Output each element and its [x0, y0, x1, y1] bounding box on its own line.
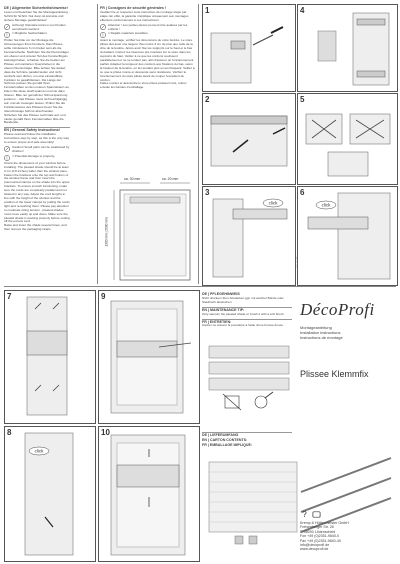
click-label: click — [268, 200, 278, 206]
svg-text:?: ? — [302, 510, 307, 519]
step-panel-10 — [98, 426, 200, 562]
subtitle-en: Installation instructions — [300, 330, 341, 335]
phone-icon — [312, 510, 321, 519]
step-4-illustration — [298, 5, 397, 91]
city: D-58093 Lüdenscheid — [300, 529, 336, 534]
no-wash-icon — [223, 394, 241, 410]
email: info@decoprofi.de — [300, 543, 330, 548]
de-check-text-2: Schieben Sie das Plissee mehrmals auf- und nieder gemäß Ihren Fenstermaßen bitte die Bandende. — [4, 112, 66, 125]
warning-icon — [4, 146, 10, 152]
step-number: 8 — [7, 428, 12, 437]
svg-text:!: ! — [6, 155, 8, 161]
de-warning-text: Achtung! Kleinteile können von Kindern verschluckt werden! — [12, 22, 67, 31]
contents-fr-title: FR | EMBALLAGE IMPLIQUE: — [202, 442, 253, 447]
dim-height: 1300 mm | 2000 mm — [104, 217, 109, 247]
contents-en-title: EN | CARTON CONTENTS: — [202, 437, 248, 442]
step-panel-1 — [202, 4, 296, 92]
de-warning-small-parts — [4, 24, 70, 32]
care-de-title: DE | PFLEGEHINWEIS — [202, 292, 240, 296]
fr-safety-title: FR | Consignes de sécurité générales ! — [100, 6, 167, 10]
step-panel-6 — [297, 186, 398, 286]
fr-damage-text: = Dégâts matériels possibles. — [108, 31, 149, 36]
step-2-illustration — [203, 94, 295, 184]
step-number: 2 — [205, 95, 210, 104]
street: Freisenberger Str. 26 — [300, 525, 334, 530]
contents-section — [202, 430, 292, 450]
step-10-illustration — [99, 427, 199, 561]
warning-icon — [4, 24, 10, 30]
step-number: 9 — [101, 292, 106, 301]
step-panel-8 — [4, 426, 96, 562]
subtitle-fr: Instructions de montage — [300, 335, 343, 340]
dim-width-right: ca. 20 mm — [162, 177, 179, 181]
contents-de-title: DE | LIEFERUMFANG — [202, 432, 292, 438]
warning-icon — [100, 24, 106, 30]
fax: Fax +49 (0)2351-9840-40 — [300, 538, 341, 543]
window-dimension-svg — [110, 175, 200, 285]
en-check-text-2: Raise and lower the shade several times, and then remove the packaging straps. — [4, 223, 67, 232]
step-number: 7 — [7, 292, 12, 301]
de-check-text: Prüfen Sie bitte vor der Montage die Abmessungen Ihres Fensters. Das Plissee sollte mindestens 3 cm breiter sein als die Fensterscheibe. Nachdem Sie die Klemmträger am oberen und unteren Teil des Fensterflügels befestigt haben, schieben Sie die beiden am Plissee vormontierten Querstreben in die oberen Klemmträger. Bitte achten Sie darauf, dass die Schnüre parallel laufen und nicht verdreht sein dürfen, um eine einwandfreie Funktion zu gewährleisten. Die Länge der Schnüre passen Sie gemäß Ihren Fenstermaßen an den unteren Spannfedern an, indem Sie diese straff spannen und sie dann fixieren. Bitte nur gemäß der Schnurspannung justieren – das Plissee muss sich leichtgängig auf- und ab- bewegen lassen. Prüfen Sie die Funktionsweise des Plissees bevor Sie die überschüssige Schnur abschneiden. — [4, 38, 70, 113]
step-5-illustration — [298, 94, 397, 184]
fr-safety-text: Veuillez lire et respecter cette instruction de montage étape par étape. En effet, la garantie n'applique uniquement aux montages effectués conformément à ces instructions! — [100, 9, 189, 22]
column-de-en — [4, 4, 70, 294]
en-safety-text: Please read and follow the installation instructions step by step, as this is the only way to ensure proper and safe assembly! — [4, 132, 69, 145]
product-title: Plissee Klemmfix — [300, 369, 369, 379]
en-warning-text: Caution! Small parts can be swallowed by children! — [12, 145, 70, 153]
column-fr — [100, 4, 195, 174]
svg-text:!: ! — [6, 32, 8, 38]
step-8-illustration — [5, 427, 95, 561]
fr-check-text-2: Faites monter et descendre le store plissé plusieurs fois, retirez ensuite les bandes d'emballage. — [100, 81, 187, 90]
svg-text:!: ! — [102, 32, 104, 38]
care-en-text: Only vacuum the pleated shade or brush it with a soft brush. — [202, 311, 285, 316]
step-panel-4 — [297, 4, 398, 92]
company-name: Kremp & Hüttenmeister GmbH — [300, 521, 349, 525]
row-divider — [4, 286, 396, 287]
brand-logo: DécoProfi — [300, 300, 375, 319]
en-warning-damage — [4, 155, 70, 161]
care-en-title: EN | MAINTENANCE TIP: — [202, 307, 292, 313]
care-fr-text: Aspirer ou enlever la poussière à l'aide d'une brosse douce. — [202, 323, 284, 328]
column-divider — [97, 4, 98, 284]
step-panel-5 — [297, 93, 398, 185]
step-number: 6 — [300, 188, 305, 197]
question-icon — [300, 510, 309, 519]
brand-subtitles — [300, 325, 343, 340]
step-7-illustration — [5, 291, 95, 423]
step-1-illustration — [203, 5, 295, 91]
subtitle-de: Montageanleitung — [300, 325, 332, 330]
de-safety-title: DE | Allgemeine Sicherheitshinweise! — [4, 6, 68, 10]
step-6-illustration — [298, 187, 397, 285]
care-fr-title: FR | ENTRETIEN: — [202, 319, 292, 325]
step-9-illustration — [99, 291, 199, 423]
website: www.decoprofi.de — [300, 547, 329, 552]
address-block — [300, 521, 349, 552]
vacuum-icon — [255, 392, 273, 408]
step-panel-2 — [202, 93, 296, 185]
click-label: click — [321, 202, 331, 208]
fon: Fon +49 (0)2351-9840-0 — [300, 534, 340, 539]
dim-width-left: ca. 30 mm — [124, 177, 141, 181]
en-check-text: Check the dimensions of your window before installing. The pleated shade should be at least 3 cm (0.8 inches) wider than the window pane. Fasten the brackets onto the top and bottom of the window frame and then insert the premounted clamps on the shade into the upper brackets. To ensure smooth functioning, make sure the cords are completely parallel and not twisted in any way. Adjust the cord lengths in line with the height of the window and the position of the lower clamps by pulling the cords tight and re-working them. Please pay attention to moderate string tension - pleated shades must move easily up and down. Make sure the pleated shade is working properly before cutting off the excess cord. — [4, 160, 70, 224]
damage-icon — [4, 155, 10, 161]
step-panel-3 — [202, 186, 296, 286]
fr-check-text: Avant le montage, vérifiez les dimensions de votre fenêtre. Le store plissé doit avoir une largeur d'au moins 3 cm de plus que celle de la vitre de la fenêtre. Après avoir fixé les supports sur le haut et le bas du battant, insérez les traverses pré-montées sur le store dans les supports du haut. Veillez à ce que les cordons coulissent parallèlement et ne se tordent pas, afin d'assurer un fonctionnement parfait. Adaptez la longueur des cordons aux fixations du bas, selon la hauteur de la fenêtre, en les tendant puis en les bloquant. Veillez à ce que le plissé monte et descende sans résistance. Vérifiez le fonctionnement du store plissé avant de couper l'excédent de cordon. — [100, 38, 195, 82]
step-number: 5 — [300, 95, 305, 104]
fr-warning-small-parts — [100, 24, 195, 32]
care-de-text: Nicht drucken! Zum Abstauben ggf. mit weicher Bürste oder Staubtuch abwischen. — [202, 295, 284, 304]
step-number: 10 — [101, 428, 110, 437]
click-label: click — [34, 448, 44, 454]
en-damage-text: = Potential damage to property. — [12, 153, 56, 158]
column-divider — [198, 4, 199, 284]
step-number: 3 — [205, 188, 210, 197]
de-safety-text: Lesen und beachten Sie die Montageanleitung. Schritt für Schritt. Nur dann ist korrekte und sichere Montage gewährleistet! — [4, 9, 69, 22]
step-panel-9 — [98, 290, 200, 424]
en-warning-small-parts — [4, 146, 70, 154]
step-panel-7 — [4, 290, 96, 424]
de-damage-text: = Mögliche Sachschäden. — [12, 31, 48, 36]
dimension-drawing — [104, 175, 200, 285]
care-illustration — [205, 340, 293, 420]
fr-warning-text: Attention ! Les petites pièces peuvent être avalées par les enfants ! — [108, 22, 188, 31]
en-safety-title: EN | General Safety Instructions! — [4, 127, 70, 133]
step-number: 1 — [205, 6, 210, 15]
step-3-illustration — [203, 187, 295, 285]
step-number: 4 — [300, 6, 305, 15]
